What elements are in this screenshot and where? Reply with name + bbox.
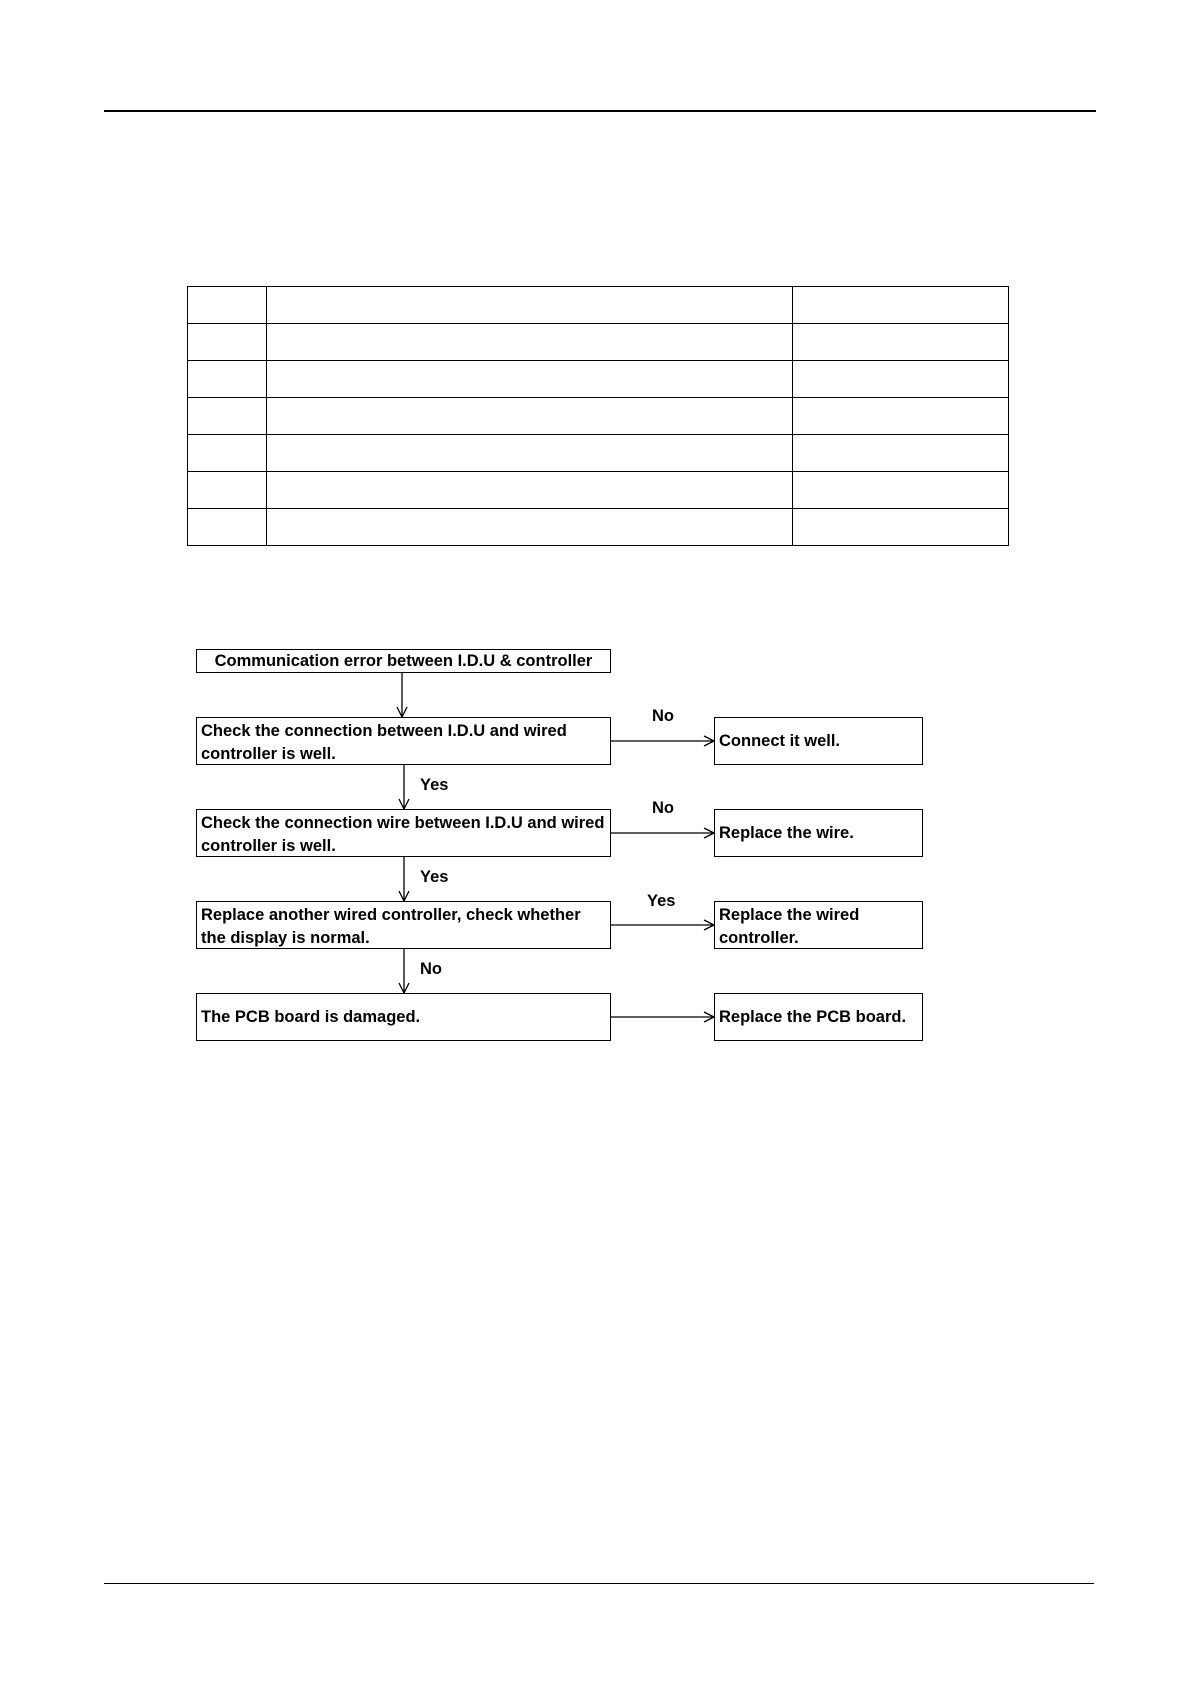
label-check-wire-no: No (652, 799, 674, 817)
node-check-wire: Check the connection wire between I.D.U and wired controller is well. (196, 809, 611, 857)
footer-rule (104, 1583, 1094, 1584)
label-check-wire-yes: Yes (420, 868, 449, 886)
node-start: Communication error between I.D.U & controller (196, 649, 611, 673)
label-replace-controller-yes: Yes (647, 892, 676, 910)
label-check-connection-yes: Yes (420, 776, 449, 794)
node-check-connection: Check the connection between I.D.U and wired controller is well. (196, 717, 611, 765)
node-replace-wired-controller: Replace the wired controller. (714, 901, 923, 949)
node-replace-controller-check: Replace another wired controller, check whether the display is normal. (196, 901, 611, 949)
node-replace-wire: Replace the wire. (714, 809, 923, 857)
node-connect-well: Connect it well. (714, 717, 923, 765)
node-replace-pcb: Replace the PCB board. (714, 993, 923, 1041)
node-pcb-damaged: The PCB board is damaged. (196, 993, 611, 1041)
label-replace-controller-no: No (420, 960, 442, 978)
label-check-connection-no: No (652, 707, 674, 725)
